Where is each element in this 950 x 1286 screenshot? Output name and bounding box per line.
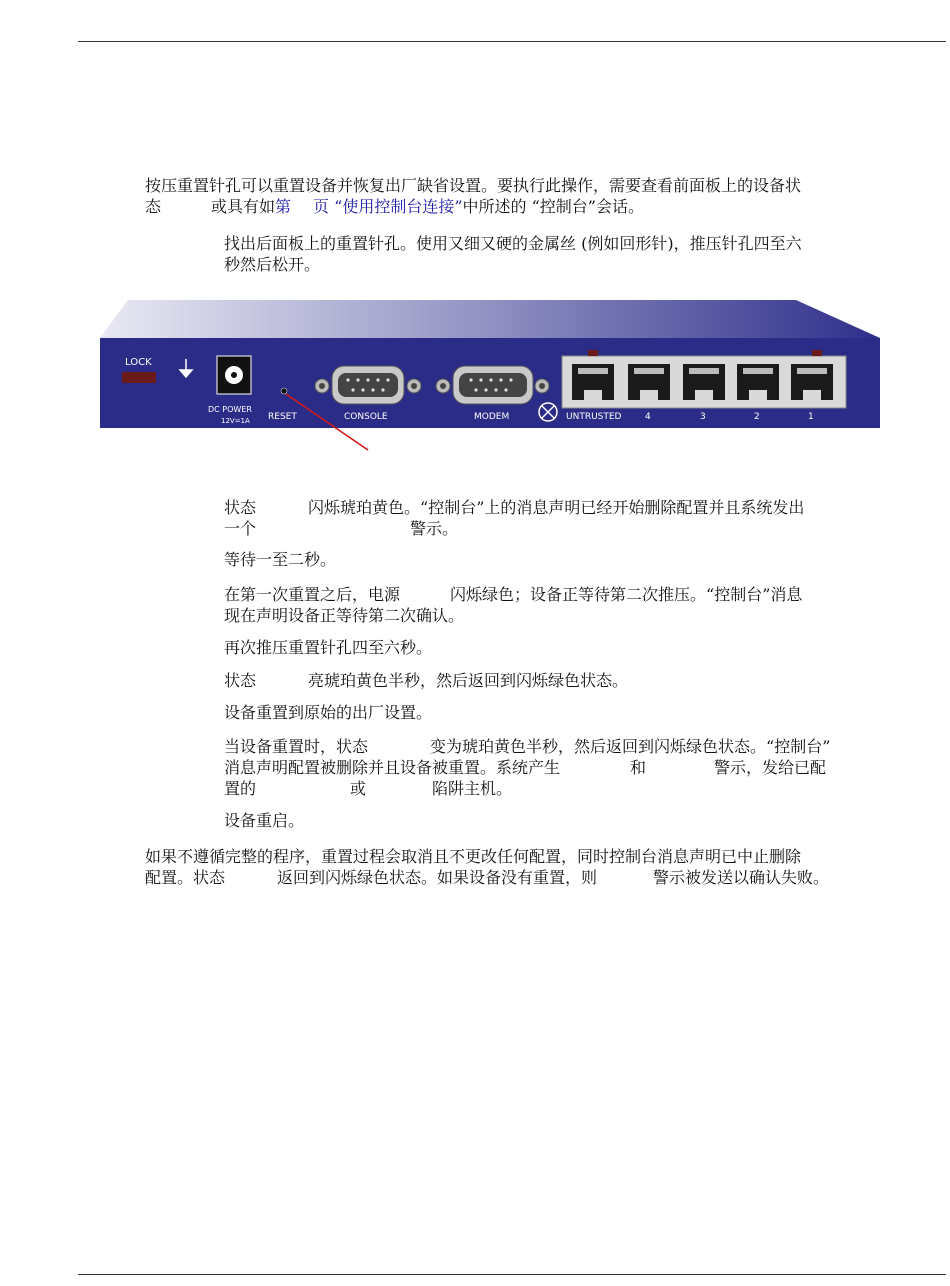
intro-text-b: 或具有如 xyxy=(211,197,276,216)
led-left xyxy=(588,350,598,356)
console-connection-link[interactable]: 页 “使用控制台连接” xyxy=(313,197,463,216)
power-rating-label: 12V=1A xyxy=(221,417,250,425)
step-8-line-3 xyxy=(224,778,512,799)
outro-text-a: 配置。状态 xyxy=(145,868,226,887)
outro-text-b: 返回到闪烁绿色状态。如果设备没有重置，则 xyxy=(277,868,598,887)
step-1-line-2: 秒然后松开。 xyxy=(224,255,321,274)
step-7: 设备重置到原始的出厂设置。 xyxy=(224,703,433,722)
chapter-link-prefix[interactable]: 第 xyxy=(275,197,292,216)
ethernet-port-1 xyxy=(791,364,833,400)
outro-line-1: 如果不遵循完整的程序，重置过程会取消且不更改任何配置，同时控制台消息声明已中止删除 xyxy=(145,847,802,866)
outro-text-c: 警示被发送以确认失败。 xyxy=(653,868,830,887)
dc-power-label: DC POWER xyxy=(208,405,252,414)
step-8-text-h: 陷阱主机。 xyxy=(432,779,513,798)
step-6 xyxy=(224,670,628,691)
step-8-text-g: 或 xyxy=(350,779,367,798)
ethernet-port-4 xyxy=(628,364,670,400)
device-back-panel xyxy=(100,298,880,458)
step-2-text-c: 一个 xyxy=(224,519,257,538)
ethernet-port-3 xyxy=(683,364,725,400)
step-9: 设备重启。 xyxy=(224,811,305,830)
step-5: 再次推压重置针孔四至六秒。 xyxy=(224,638,433,657)
step-4-text-b: 闪烁绿色；设备正等待第二次推压。“控制台”消息 xyxy=(450,585,803,604)
step-8-text-f: 置的 xyxy=(224,779,257,798)
intro-text-c: 中所述的 “控制台”会话。 xyxy=(462,197,644,216)
intro-line-2 xyxy=(145,196,644,217)
port-3-label: 3 xyxy=(700,412,706,422)
chassis-top-bevel xyxy=(100,300,880,338)
lock-slot xyxy=(122,372,156,383)
intro-text-a: 态 xyxy=(145,197,162,216)
console-label: CONSOLE xyxy=(344,412,388,422)
step-8-text-a: 当设备重置时，状态 xyxy=(224,737,369,756)
step-8-line-2 xyxy=(224,757,826,778)
step-2-line-1 xyxy=(224,497,804,518)
outro-line-2 xyxy=(145,867,829,888)
port-2-label: 2 xyxy=(754,412,760,422)
untrusted-label: UNTRUSTED xyxy=(566,412,622,422)
step-8-text-c: 消息声明配置被删除并且设备被重置。系统产生 xyxy=(224,758,561,777)
reset-label: RESET xyxy=(268,412,297,422)
port-1-label: 1 xyxy=(808,412,814,422)
step-2-text-d: 警示。 xyxy=(410,519,459,538)
step-2-text-a: 状态 xyxy=(224,498,257,517)
header-rule xyxy=(78,41,946,42)
step-8-text-d: 和 xyxy=(630,758,647,777)
step-8-text-e: 警示，发给已配 xyxy=(714,758,827,777)
step-3: 等待一至二秒。 xyxy=(224,550,337,569)
untrusted-port xyxy=(572,364,614,400)
led-right xyxy=(812,350,822,356)
step-1-line-1: 找出后面板上的重置针孔。使用又细又硬的金属丝 (例如回形针)，推压针孔四至六 xyxy=(224,234,802,253)
reset-pinhole xyxy=(281,388,287,394)
lock-label: LOCK xyxy=(125,357,152,368)
step-2-line-2 xyxy=(224,518,458,539)
step-4-line-1 xyxy=(224,584,802,605)
step-2-text-b: 闪烁琥珀黄色。“控制台”上的消息声明已经开始删除配置并且系统发出 xyxy=(308,498,805,517)
port-4-label: 4 xyxy=(645,412,651,422)
step-8-line-1 xyxy=(224,736,830,757)
step-4-text-a: 在第一次重置之后，电源 xyxy=(224,585,401,604)
modem-label: MODEM xyxy=(474,412,510,422)
intro-line-1: 按压重置针孔可以重置设备并恢复出厂缺省设置。要执行此操作，需要查看前面板上的设备状 xyxy=(145,176,802,195)
step-8-text-b: 变为琥珀黄色半秒，然后返回到闪烁绿色状态。“控制台” xyxy=(430,737,831,756)
step-6-text-b: 亮琥珀黄色半秒，然后返回到闪烁绿色状态。 xyxy=(308,671,629,690)
step-6-text-a: 状态 xyxy=(224,671,257,690)
footer-rule xyxy=(78,1274,946,1275)
step-4-line-2: 现在声明设备正等待第二次确认。 xyxy=(224,606,465,625)
ethernet-port-2 xyxy=(737,364,779,400)
